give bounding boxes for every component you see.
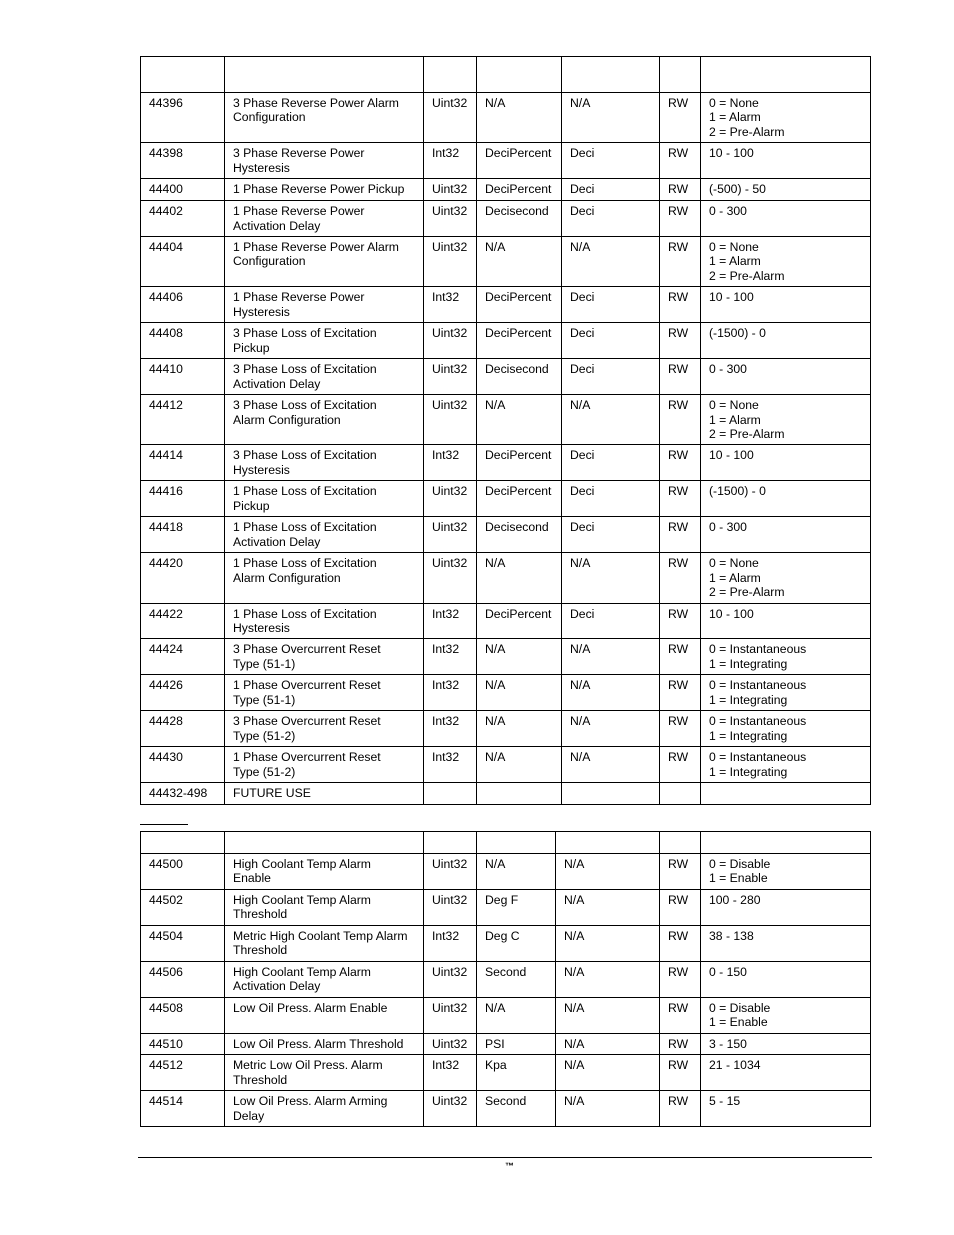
- table-row: [141, 603, 871, 639]
- cell-data-type: Uint32: [424, 395, 477, 445]
- cell-data-type: Uint32: [424, 1033, 477, 1054]
- cell-access: RW: [660, 481, 701, 517]
- cell-access: RW: [660, 179, 701, 201]
- cell-units: N/A: [477, 711, 562, 747]
- cell-scale: N/A: [556, 854, 660, 890]
- table-row: [141, 201, 871, 237]
- cell-range: 0 = None 1 = Alarm 2 = Pre-Alarm: [701, 395, 871, 445]
- cell-register: 44426: [141, 675, 225, 711]
- cell-scale: Deci: [562, 359, 660, 395]
- table-row: [141, 1091, 871, 1127]
- cell-register: 44420: [141, 553, 225, 603]
- cell-units: Second: [477, 962, 556, 998]
- cell-access: RW: [660, 962, 701, 998]
- cell-range: 0 - 150: [701, 962, 871, 998]
- cell-data-type: Int32: [424, 747, 477, 783]
- cell-range: (-1500) - 0: [701, 481, 871, 517]
- cell-description: 1 Phase Reverse Power Activation Delay: [225, 201, 424, 237]
- cell-description: 1 Phase Overcurrent Reset Type (51-2): [225, 747, 424, 783]
- cell-register: 44430: [141, 747, 225, 783]
- footer-rule: [138, 1157, 872, 1158]
- table-row: [141, 747, 871, 783]
- header-cell-data-type: [424, 832, 477, 854]
- cell-register: 44500: [141, 854, 225, 890]
- header-cell-data-type: [424, 57, 477, 93]
- cell-range: 0 = Instantaneous 1 = Integrating: [701, 711, 871, 747]
- cell-data-type: Uint32: [424, 962, 477, 998]
- cell-data-type: Uint32: [424, 1091, 477, 1127]
- cell-register: 44400: [141, 179, 225, 201]
- cell-description: High Coolant Temp Alarm Threshold: [225, 890, 424, 926]
- cell-access: RW: [660, 445, 701, 481]
- cell-description: 1 Phase Loss of Excitation Hysteresis: [225, 603, 424, 639]
- cell-range: 10 - 100: [701, 143, 871, 179]
- cell-data-type: Uint32: [424, 323, 477, 359]
- cell-range: [701, 783, 871, 805]
- cell-register: 44402: [141, 201, 225, 237]
- table-header-row: [141, 57, 871, 93]
- table-row: [141, 323, 871, 359]
- cell-range: 0 - 300: [701, 201, 871, 237]
- cell-units: DeciPercent: [477, 603, 562, 639]
- cell-description: 1 Phase Reverse Power Alarm Configuration: [225, 237, 424, 287]
- cell-description: 1 Phase Loss of Excitation Pickup: [225, 481, 424, 517]
- cell-units: DeciPercent: [477, 323, 562, 359]
- cell-scale: N/A: [562, 747, 660, 783]
- cell-description: 3 Phase Overcurrent Reset Type (51-1): [225, 639, 424, 675]
- cell-description: 3 Phase Reverse Power Hysteresis: [225, 143, 424, 179]
- cell-range: 10 - 100: [701, 445, 871, 481]
- cell-description: High Coolant Temp Alarm Enable: [225, 854, 424, 890]
- cell-access: RW: [660, 747, 701, 783]
- cell-scale: Deci: [562, 517, 660, 553]
- header-cell-range: [701, 57, 871, 93]
- cell-access: RW: [660, 854, 701, 890]
- table-row: [141, 998, 871, 1034]
- cell-range: 0 = Instantaneous 1 = Integrating: [701, 639, 871, 675]
- cell-description: Metric Low Oil Press. Alarm Threshold: [225, 1055, 424, 1091]
- cell-scale: N/A: [556, 962, 660, 998]
- cell-data-type: Int32: [424, 287, 477, 323]
- cell-range: 3 - 150: [701, 1033, 871, 1054]
- cell-access: RW: [660, 237, 701, 287]
- cell-description: Low Oil Press. Alarm Arming Delay: [225, 1091, 424, 1127]
- table-row: [141, 926, 871, 962]
- cell-description: FUTURE USE: [225, 783, 424, 805]
- table-row: [141, 143, 871, 179]
- cell-access: RW: [660, 93, 701, 143]
- cell-description: 3 Phase Loss of Excitation Pickup: [225, 323, 424, 359]
- table-row: [141, 1055, 871, 1091]
- cell-register: 44412: [141, 395, 225, 445]
- cell-units: N/A: [477, 237, 562, 287]
- cell-units: N/A: [477, 93, 562, 143]
- cell-data-type: Int32: [424, 445, 477, 481]
- cell-register: 44512: [141, 1055, 225, 1091]
- cell-scale: Deci: [562, 143, 660, 179]
- cell-range: 0 = None 1 = Alarm 2 = Pre-Alarm: [701, 93, 871, 143]
- cell-range: 0 = Instantaneous 1 = Integrating: [701, 747, 871, 783]
- cell-register: 44502: [141, 890, 225, 926]
- cell-register: 44508: [141, 998, 225, 1034]
- cell-access: RW: [660, 711, 701, 747]
- cell-scale: N/A: [556, 926, 660, 962]
- cell-register: 44422: [141, 603, 225, 639]
- cell-range: 0 = Disable 1 = Enable: [701, 854, 871, 890]
- cell-register: 44410: [141, 359, 225, 395]
- cell-description: 1 Phase Loss of Excitation Alarm Configuration: [225, 553, 424, 603]
- cell-units: DeciPercent: [477, 445, 562, 481]
- cell-scale: N/A: [562, 711, 660, 747]
- cell-range: 0 = None 1 = Alarm 2 = Pre-Alarm: [701, 553, 871, 603]
- cell-scale: [562, 783, 660, 805]
- cell-register: 44398: [141, 143, 225, 179]
- header-cell-units: [477, 57, 562, 93]
- cell-units: N/A: [477, 854, 556, 890]
- table-row: [141, 1033, 871, 1054]
- cell-data-type: Uint32: [424, 93, 477, 143]
- table-row: [141, 517, 871, 553]
- cell-units: Decisecond: [477, 201, 562, 237]
- cell-access: RW: [660, 639, 701, 675]
- cell-range: 10 - 100: [701, 603, 871, 639]
- cell-access: RW: [660, 675, 701, 711]
- cell-register: 44424: [141, 639, 225, 675]
- cell-units: [477, 783, 562, 805]
- table-row: [141, 481, 871, 517]
- cell-scale: Deci: [562, 179, 660, 201]
- cell-units: Decisecond: [477, 517, 562, 553]
- table-row: [141, 287, 871, 323]
- cell-description: 1 Phase Reverse Power Pickup: [225, 179, 424, 201]
- cell-data-type: Int32: [424, 1055, 477, 1091]
- cell-description: High Coolant Temp Alarm Activation Delay: [225, 962, 424, 998]
- table-row: [141, 179, 871, 201]
- table-row: [141, 237, 871, 287]
- cell-units: N/A: [477, 675, 562, 711]
- cell-description: 3 Phase Loss of Excitation Hysteresis: [225, 445, 424, 481]
- cell-range: (-1500) - 0: [701, 323, 871, 359]
- cell-data-type: Int32: [424, 603, 477, 639]
- cell-data-type: Int32: [424, 639, 477, 675]
- cell-units: N/A: [477, 998, 556, 1034]
- table-row: [141, 890, 871, 926]
- cell-units: Deg F: [477, 890, 556, 926]
- register-table-1: [140, 56, 871, 805]
- cell-access: RW: [660, 890, 701, 926]
- cell-description: 1 Phase Reverse Power Hysteresis: [225, 287, 424, 323]
- cell-range: 0 = Disable 1 = Enable: [701, 998, 871, 1034]
- table-row: [141, 359, 871, 395]
- cell-access: RW: [660, 926, 701, 962]
- section-heading-rule: [140, 824, 188, 825]
- cell-range: 0 - 300: [701, 517, 871, 553]
- cell-range: 5 - 15: [701, 1091, 871, 1127]
- cell-units: N/A: [477, 553, 562, 603]
- cell-description: 3 Phase Overcurrent Reset Type (51-2): [225, 711, 424, 747]
- cell-data-type: Int32: [424, 143, 477, 179]
- header-cell-access: [660, 57, 701, 93]
- cell-register: 44504: [141, 926, 225, 962]
- header-cell-scale: [562, 57, 660, 93]
- cell-range: 21 - 1034: [701, 1055, 871, 1091]
- table-row: [141, 675, 871, 711]
- cell-data-type: Uint32: [424, 553, 477, 603]
- table-row: [141, 711, 871, 747]
- cell-scale: Deci: [562, 481, 660, 517]
- table-header-row: [141, 832, 871, 854]
- cell-data-type: Int32: [424, 675, 477, 711]
- register-table-2: [140, 831, 871, 1127]
- cell-register: 44416: [141, 481, 225, 517]
- cell-data-type: [424, 783, 477, 805]
- cell-range: 0 = Instantaneous 1 = Integrating: [701, 675, 871, 711]
- cell-scale: N/A: [562, 675, 660, 711]
- cell-description: Low Oil Press. Alarm Enable: [225, 998, 424, 1034]
- cell-description: 3 Phase Loss of Excitation Alarm Configuration: [225, 395, 424, 445]
- cell-range: 0 = None 1 = Alarm 2 = Pre-Alarm: [701, 237, 871, 287]
- cell-range: 38 - 138: [701, 926, 871, 962]
- cell-data-type: Uint32: [424, 481, 477, 517]
- cell-units: N/A: [477, 395, 562, 445]
- cell-description: Low Oil Press. Alarm Threshold: [225, 1033, 424, 1054]
- cell-scale: Deci: [562, 287, 660, 323]
- cell-register: 44396: [141, 93, 225, 143]
- cell-scale: Deci: [562, 603, 660, 639]
- cell-access: RW: [660, 603, 701, 639]
- cell-register: 44406: [141, 287, 225, 323]
- cell-register: 44510: [141, 1033, 225, 1054]
- cell-data-type: Uint32: [424, 998, 477, 1034]
- cell-register: 44428: [141, 711, 225, 747]
- cell-register: 44432-498: [141, 783, 225, 805]
- cell-access: RW: [660, 359, 701, 395]
- cell-scale: N/A: [556, 1055, 660, 1091]
- cell-scale: N/A: [562, 93, 660, 143]
- table-row: [141, 445, 871, 481]
- cell-scale: N/A: [556, 890, 660, 926]
- cell-scale: N/A: [556, 1091, 660, 1127]
- cell-scale: N/A: [562, 553, 660, 603]
- header-cell-description: [225, 57, 424, 93]
- cell-scale: Deci: [562, 201, 660, 237]
- cell-scale: N/A: [562, 395, 660, 445]
- cell-description: 1 Phase Loss of Excitation Activation Delay: [225, 517, 424, 553]
- table-row: [141, 553, 871, 603]
- cell-units: Kpa: [477, 1055, 556, 1091]
- header-cell-scale: [556, 832, 660, 854]
- cell-scale: N/A: [556, 1033, 660, 1054]
- cell-units: N/A: [477, 747, 562, 783]
- cell-units: Deg C: [477, 926, 556, 962]
- cell-access: RW: [660, 1091, 701, 1127]
- cell-description: 3 Phase Loss of Excitation Activation Delay: [225, 359, 424, 395]
- cell-access: [660, 783, 701, 805]
- cell-register: 44506: [141, 962, 225, 998]
- cell-description: Metric High Coolant Temp Alarm Threshold: [225, 926, 424, 962]
- table-row: [141, 639, 871, 675]
- cell-register: 44404: [141, 237, 225, 287]
- header-cell-units: [477, 832, 556, 854]
- header-cell-access: [660, 832, 701, 854]
- table-row: [141, 962, 871, 998]
- cell-units: Decisecond: [477, 359, 562, 395]
- cell-description: 1 Phase Overcurrent Reset Type (51-1): [225, 675, 424, 711]
- table-row: [141, 395, 871, 445]
- cell-data-type: Uint32: [424, 359, 477, 395]
- cell-access: RW: [660, 1055, 701, 1091]
- table-row: [141, 783, 871, 805]
- cell-units: PSI: [477, 1033, 556, 1054]
- cell-access: RW: [660, 553, 701, 603]
- cell-register: 44514: [141, 1091, 225, 1127]
- cell-data-type: Uint32: [424, 890, 477, 926]
- cell-scale: N/A: [556, 998, 660, 1034]
- cell-units: DeciPercent: [477, 179, 562, 201]
- cell-access: RW: [660, 517, 701, 553]
- table-row: [141, 93, 871, 143]
- cell-scale: N/A: [562, 639, 660, 675]
- trademark-mark: ™: [505, 1161, 514, 1171]
- cell-range: (-500) - 50: [701, 179, 871, 201]
- cell-data-type: Uint32: [424, 854, 477, 890]
- cell-scale: N/A: [562, 237, 660, 287]
- cell-units: DeciPercent: [477, 287, 562, 323]
- cell-data-type: Uint32: [424, 517, 477, 553]
- cell-data-type: Int32: [424, 926, 477, 962]
- cell-access: RW: [660, 998, 701, 1034]
- cell-register: 44414: [141, 445, 225, 481]
- cell-scale: Deci: [562, 445, 660, 481]
- cell-description: 3 Phase Reverse Power Alarm Configuration: [225, 93, 424, 143]
- cell-access: RW: [660, 395, 701, 445]
- cell-data-type: Uint32: [424, 201, 477, 237]
- cell-register: 44418: [141, 517, 225, 553]
- cell-access: RW: [660, 1033, 701, 1054]
- table-row: [141, 854, 871, 890]
- cell-units: DeciPercent: [477, 481, 562, 517]
- cell-access: RW: [660, 143, 701, 179]
- cell-units: DeciPercent: [477, 143, 562, 179]
- cell-register: 44408: [141, 323, 225, 359]
- cell-units: Second: [477, 1091, 556, 1127]
- cell-units: N/A: [477, 639, 562, 675]
- cell-range: 100 - 280: [701, 890, 871, 926]
- cell-access: RW: [660, 323, 701, 359]
- header-cell-range: [701, 832, 871, 854]
- cell-data-type: Uint32: [424, 237, 477, 287]
- header-cell-description: [225, 832, 424, 854]
- cell-access: RW: [660, 201, 701, 237]
- cell-data-type: Int32: [424, 711, 477, 747]
- header-cell-register: [141, 832, 225, 854]
- cell-access: RW: [660, 287, 701, 323]
- header-cell-register: [141, 57, 225, 93]
- cell-range: 10 - 100: [701, 287, 871, 323]
- cell-range: 0 - 300: [701, 359, 871, 395]
- cell-scale: Deci: [562, 323, 660, 359]
- cell-data-type: Uint32: [424, 179, 477, 201]
